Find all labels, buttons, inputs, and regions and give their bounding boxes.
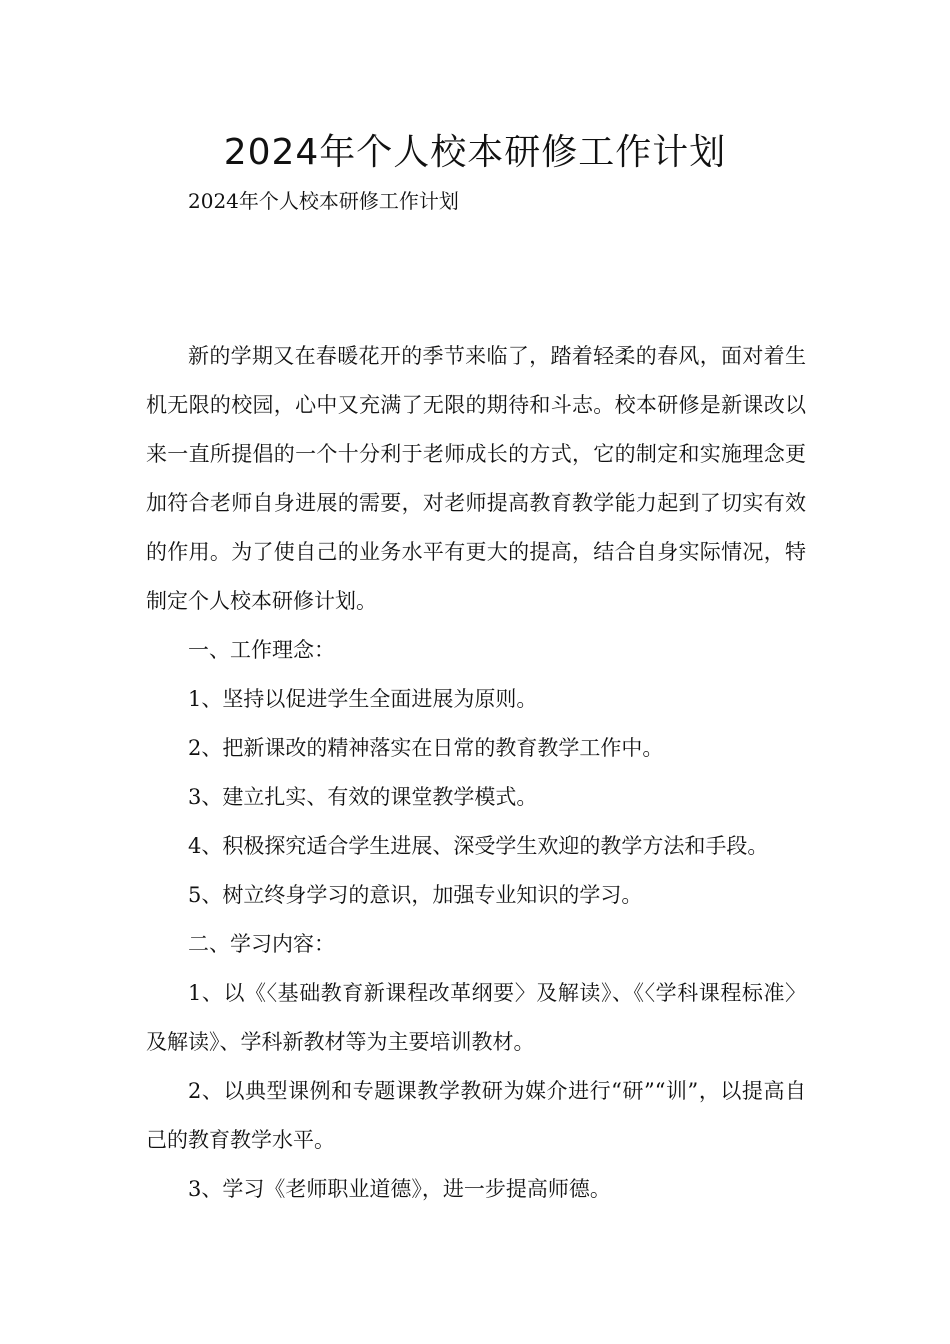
- intro-paragraph: 新的学期又在春暖花开的季节来临了，踏着轻柔的春风，面对着生机无限的校园，心中又充满了无限的期待和斗志。校本研修是新课改以来一直所提倡的一个十分利于老师成长的方式，它的制定和实施理念更加符合老师自身进展的需要，对老师提高教育教学能力起到了切实有效的作用。为了使自己的业务水平有更大的提高，结合自身实际情况，特制定个人校本研修计划。: [146, 344, 806, 613]
- section-heading-study-content: 二、学习内容：: [188, 932, 335, 956]
- list-item: 3、学习《老师职业道德》，进一步提高师德。: [188, 1177, 611, 1201]
- document-subtitle: 2024年个人校本研修工作计划: [188, 189, 459, 213]
- list-item: 4、积极探究适合学生进展、深受学生欢迎的教学方法和手段。: [188, 834, 769, 858]
- list-item: 5、树立终身学习的意识，加强专业知识的学习。: [188, 883, 643, 907]
- list-item: 2、把新课改的精神落实在日常的教育教学工作中。: [188, 736, 664, 760]
- list-item: 2、以典型课例和专题课教学教研为媒介进行“研”“训”，以提高自己的教育教学水平。: [146, 1079, 806, 1152]
- list-item: 1、坚持以促进学生全面进展为原则。: [188, 687, 538, 711]
- list-item: 3、建立扎实、有效的课堂教学模式。: [188, 785, 538, 809]
- section-heading-work-philosophy: 一、工作理念：: [188, 638, 335, 662]
- document-body: [146, 332, 806, 1214]
- document-title: 2024年个人校本研修工作计划: [223, 132, 727, 173]
- list-item: 1、以《〈基础教育新课程改革纲要〉及解读》、《〈学科课程标准〉及解读》、学科新教材等为主要培训教材。: [146, 981, 806, 1054]
